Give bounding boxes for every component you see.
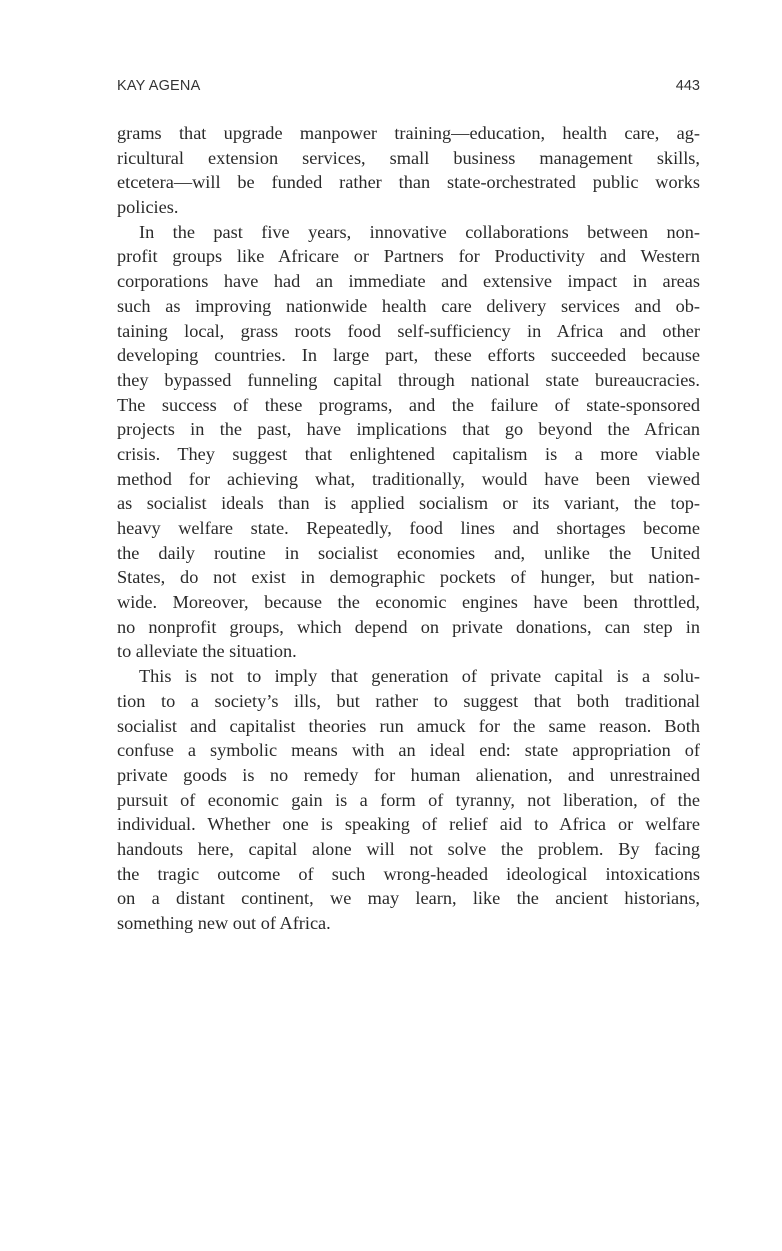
text-line: the daily routine in socialist economies and, unlike the United [117,542,700,563]
text-line: This is not to imply that generation of private capital is a solu- [139,666,700,687]
text-line: they bypassed funneling capital through national state bureaucracies. [117,369,700,390]
text-line: confuse a symbolic means with an ideal end: state appropriation of [117,740,700,761]
text-line: taining local, grass roots food self-sufficiency in Africa and other [117,320,700,341]
text-line: as socialist ideals than is applied socialism or its variant, the top- [117,493,700,514]
text-line: socialist and capitalist theories run amuck for the same reason. Both [117,715,700,736]
text-line: on a distant continent, we may learn, like the ancient historians, [117,888,700,909]
body-text [117,121,700,936]
text-line: individual. Whether one is speaking of relief aid to Africa or welfare [117,814,700,835]
text-line: corporations have had an immediate and extensive impact in areas [117,271,700,292]
paragraph [117,220,700,664]
text-line: wide. Moreover, because the economic engines have been throttled, [117,592,700,613]
text-line: In the past five years, innovative collaborations between non- [139,221,700,242]
text-line: something new out of Africa. [117,913,331,933]
text-line: method for achieving what, traditionally, would have been viewed [117,468,700,489]
text-line: developing countries. In large part, these efforts succeeded because [117,345,700,366]
text-line: pursuit of economic gain is a form of tyranny, not liberation, of the [117,789,700,810]
text-line: no nonprofit groups, which depend on private donations, can step in [117,616,700,637]
text-line: grams that upgrade manpower training—education, health care, ag- [117,123,700,143]
text-line: etcetera—will be funded rather than state-orchestrated public works [117,172,700,193]
text-line: such as improving nationwide health care delivery services and ob- [117,295,700,316]
text-line: projects in the past, have implications that go beyond the African [117,419,700,440]
text-line: crisis. They suggest that enlightened capitalism is a more viable [117,443,700,464]
text-line: profit groups like Africare or Partners for Productivity and Western [117,246,700,267]
text-line: private goods is no remedy for human alienation, and unrestrained [117,764,700,785]
running-header [117,78,700,98]
running-header-author: KAY AGENA [117,78,201,94]
text-line: tion to a society’s ills, but rather to suggest that both traditional [117,690,700,711]
paragraph [117,664,700,936]
text-line: heavy welfare state. Repeatedly, food lines and shortages become [117,518,700,538]
page-number: 443 [675,78,700,94]
text-line: ricultural extension services, small business management skills, [117,147,700,168]
text-line: policies. [117,197,179,218]
paragraph [117,121,700,220]
text-line: The success of these programs, and the failure of state-sponsored [117,394,700,415]
text-line: handouts here, capital alone will not solve the problem. By facing [117,838,700,859]
text-line: States, do not exist in demographic pockets of hunger, but nation- [117,567,700,588]
text-line: to alleviate the situation. [117,641,297,662]
text-line: the tragic outcome of such wrong-headed ideological intoxications [117,863,700,884]
